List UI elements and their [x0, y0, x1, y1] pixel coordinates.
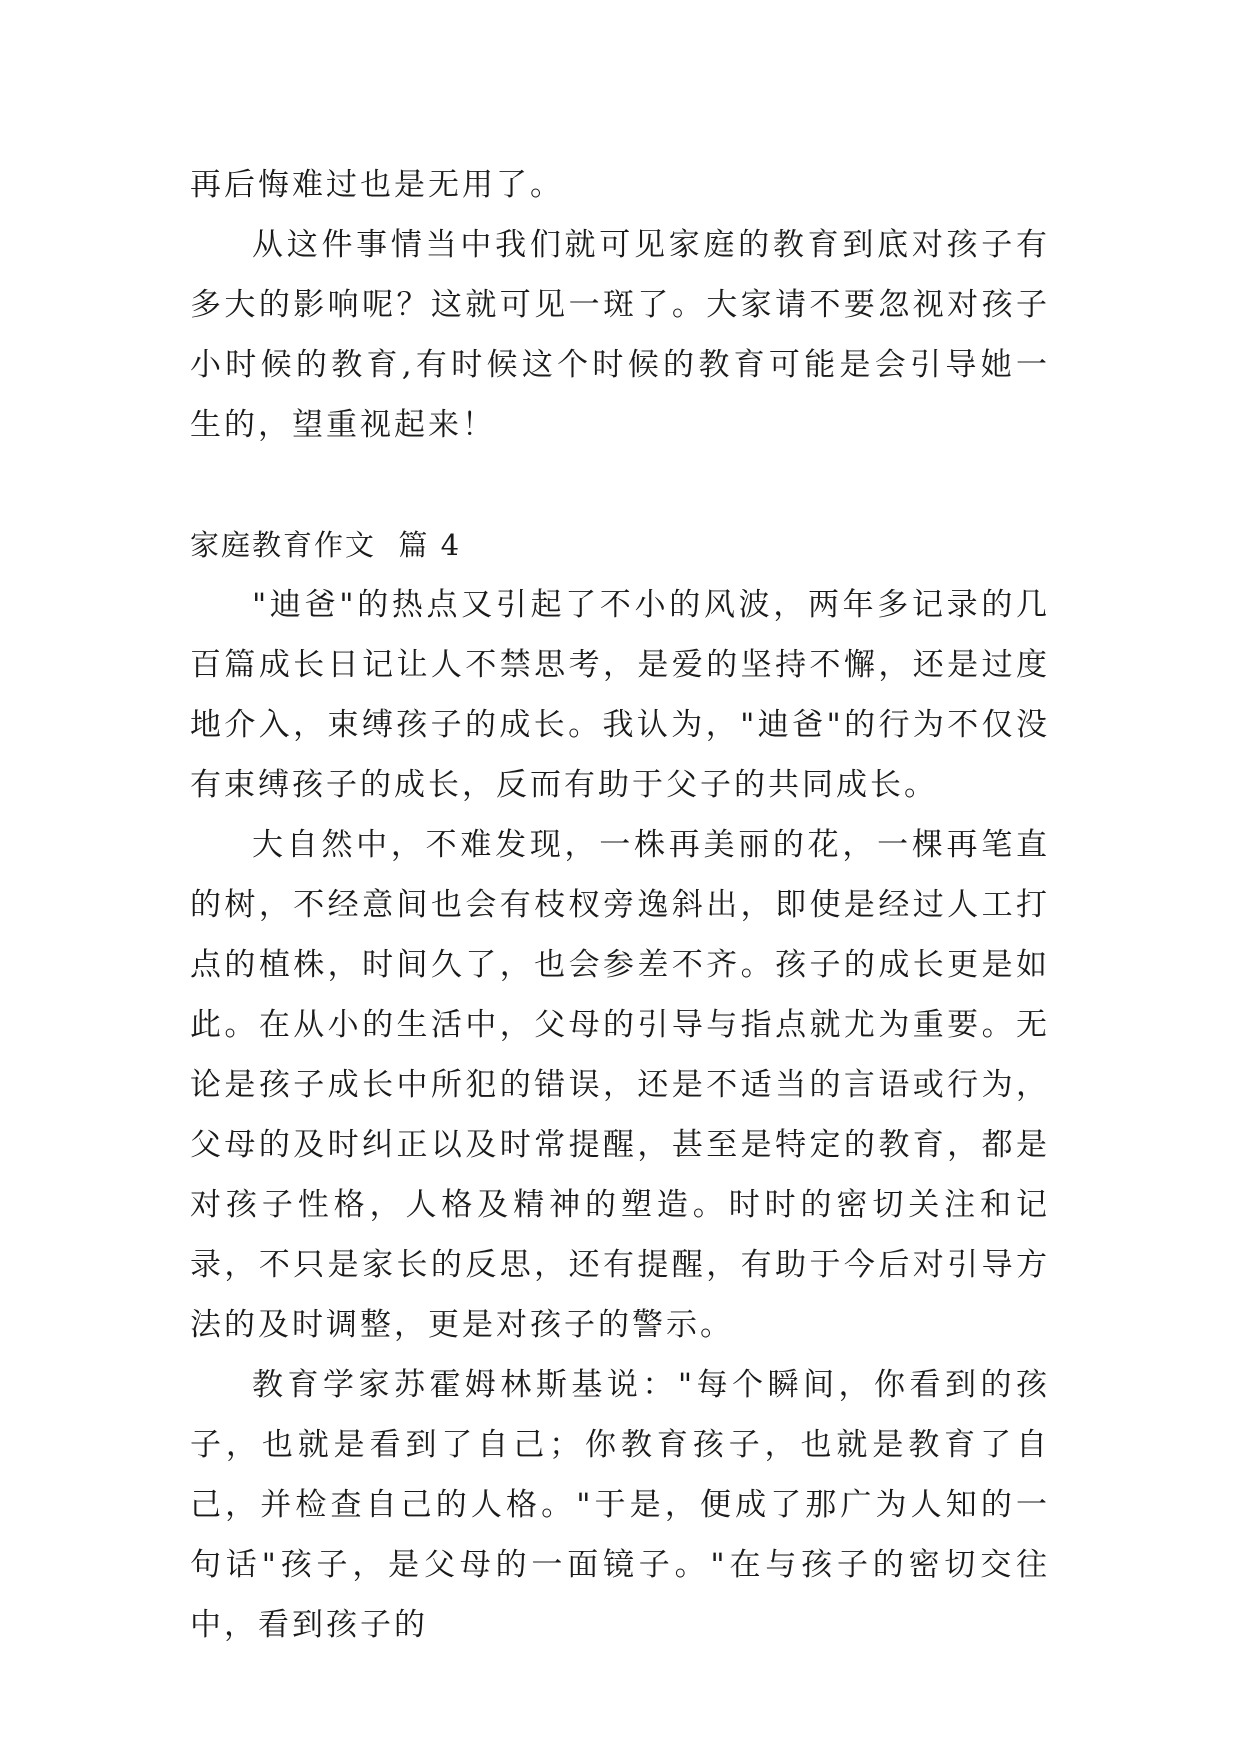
- paragraph-dibа-diary: "迪爸"的热点又引起了不小的风波，两年多记录的几百篇成长日记让人不禁思考，是爱的坚持不懈，还是过度地介入，束缚孩子的成长。我认为，"迪爸"的行为不仅没有束缚孩子的成长，反而有助于父子的共同成长。: [190, 587, 1050, 803]
- document-body: [190, 155, 1050, 1655]
- paragraph-family-education-impact: 从这件事情当中我们就可见家庭的教育到底对孩子有多大的影响呢？这就可见一斑了。大家请不要忽视对孩子小时候的教育,有时候这个时候的教育可能是会引导她一生的，望重视起来！: [190, 227, 1050, 443]
- section-heading: 家庭教育作文 篇 4: [190, 528, 462, 562]
- paragraph-nature-growth: 大自然中，不难发现，一株再美丽的花，一棵再笔直的树，不经意间也会有枝杈旁逸斜出，即使是经过人工打点的植株，时间久了，也会参差不齐。孩子的成长更是如此。在从小的生活中，父母的引导与指点就尤为重要。无论是孩子成长中所犯的错误，还是不适当的言语或行为，父母的及时纠正以及时常提醒，甚至是特定的教育，都是对孩子性格，人格及精神的塑造。时时的密切关注和记录，不只是家长的反思，还有提醒，有助于今后对引导方法的及时调整，更是对孩子的警示。: [190, 827, 1050, 1343]
- paragraph-continuation: 再后悔难过也是无用了。: [190, 167, 564, 203]
- paragraph-sukhomlinsky-quote: 教育学家苏霍姆林斯基说："每个瞬间，你看到的孩子，也就是看到了自己；你教育孩子，也就是教育了自己，并检查自己的人格。"于是，便成了那广为人知的一句话"孩子，是父母的一面镜子。"在与孩子的密切交往中，看到孩子的: [190, 1367, 1050, 1643]
- section-spacer: [190, 455, 1050, 515]
